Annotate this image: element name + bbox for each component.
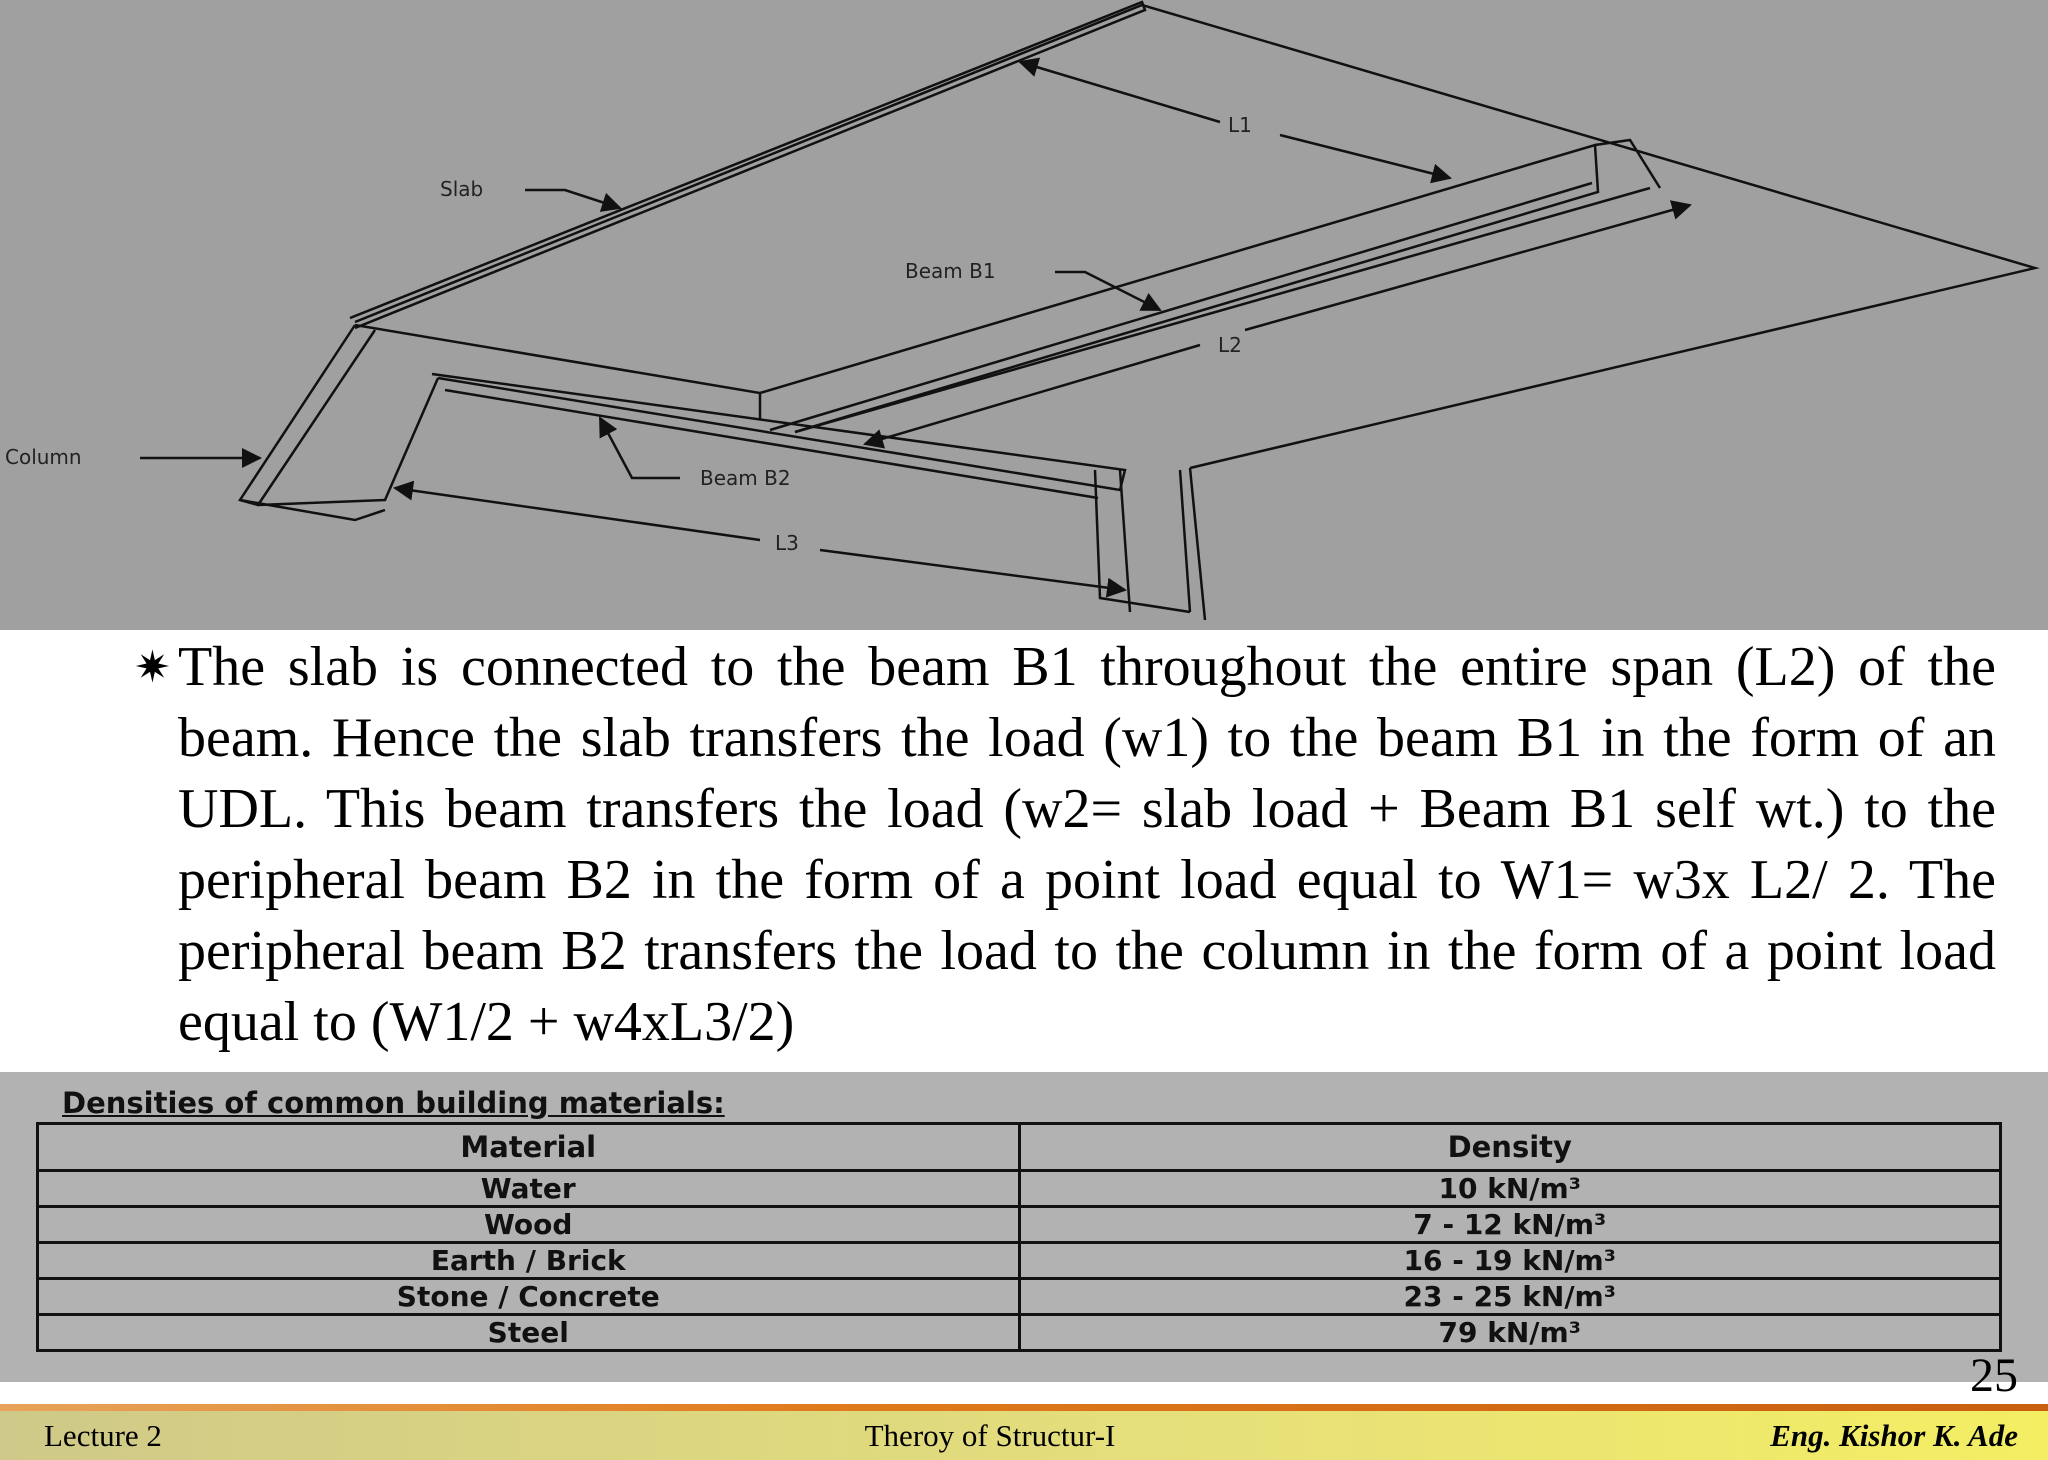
densities-table bbox=[36, 1122, 2002, 1352]
star-bullet-icon: ✷ bbox=[134, 643, 171, 692]
table-title: Densities of common building materials: bbox=[62, 1086, 725, 1120]
material-cell: Steel bbox=[38, 1315, 1020, 1351]
table-header-row bbox=[38, 1124, 2001, 1171]
beam-b2-label: Beam B2 bbox=[700, 466, 791, 490]
material-cell: Water bbox=[38, 1171, 1020, 1207]
page-number: 25 bbox=[1970, 1352, 2018, 1402]
footer-divider bbox=[0, 1404, 2048, 1411]
density-cell: 23 - 25 kN/m³ bbox=[1019, 1279, 2001, 1315]
footer-course-title: Theroy of Structur-I bbox=[864, 1418, 1116, 1453]
paragraph-text: The slab is connected to the beam B1 throughout the entire span (L2) of the beam. Hence the slab transfers the load (w1) to the beam B1 in the form of an UDL. This beam transfers the load (w2= slab load + Beam B1 self wt.) to the peripheral beam B2 in the form of a point load equal to W1= w3x L2/ 2. The peripheral beam B2 transfers the load to the column in the form of a point load equal to (W1/2 + w4xL3/2) bbox=[178, 636, 1996, 1053]
material-cell: Earth / Brick bbox=[38, 1243, 1020, 1279]
table-row bbox=[38, 1171, 2001, 1207]
material-cell: Stone / Concrete bbox=[38, 1279, 1020, 1315]
slab-beam-column-drawing bbox=[0, 0, 2048, 630]
density-cell: 10 kN/m³ bbox=[1019, 1171, 2001, 1207]
table-row bbox=[38, 1243, 2001, 1279]
column-label: Column bbox=[5, 445, 82, 469]
table-row bbox=[38, 1207, 2001, 1243]
bullet-paragraph bbox=[136, 632, 1996, 1058]
l1-label: L1 bbox=[1228, 113, 1252, 137]
material-cell: Wood bbox=[38, 1207, 1020, 1243]
density-cell: 79 kN/m³ bbox=[1019, 1315, 2001, 1351]
footer-lecture: Lecture 2 bbox=[44, 1418, 162, 1453]
beam-b1-label: Beam B1 bbox=[905, 259, 996, 283]
densities-table-panel bbox=[0, 1072, 2048, 1382]
header-density: Density bbox=[1019, 1124, 2001, 1171]
body-text bbox=[136, 632, 1996, 1058]
footer-author: Eng. Kishor K. Ade bbox=[1770, 1418, 2018, 1453]
structural-diagram bbox=[0, 0, 2048, 630]
l2-label: L2 bbox=[1218, 333, 1242, 357]
slab-label: Slab bbox=[440, 177, 484, 201]
header-material: Material bbox=[38, 1124, 1020, 1171]
table-row bbox=[38, 1279, 2001, 1315]
table-row bbox=[38, 1315, 2001, 1351]
density-cell: 7 - 12 kN/m³ bbox=[1019, 1207, 2001, 1243]
l3-label: L3 bbox=[775, 531, 799, 555]
slide-footer bbox=[0, 1411, 2048, 1460]
density-cell: 16 - 19 kN/m³ bbox=[1019, 1243, 2001, 1279]
